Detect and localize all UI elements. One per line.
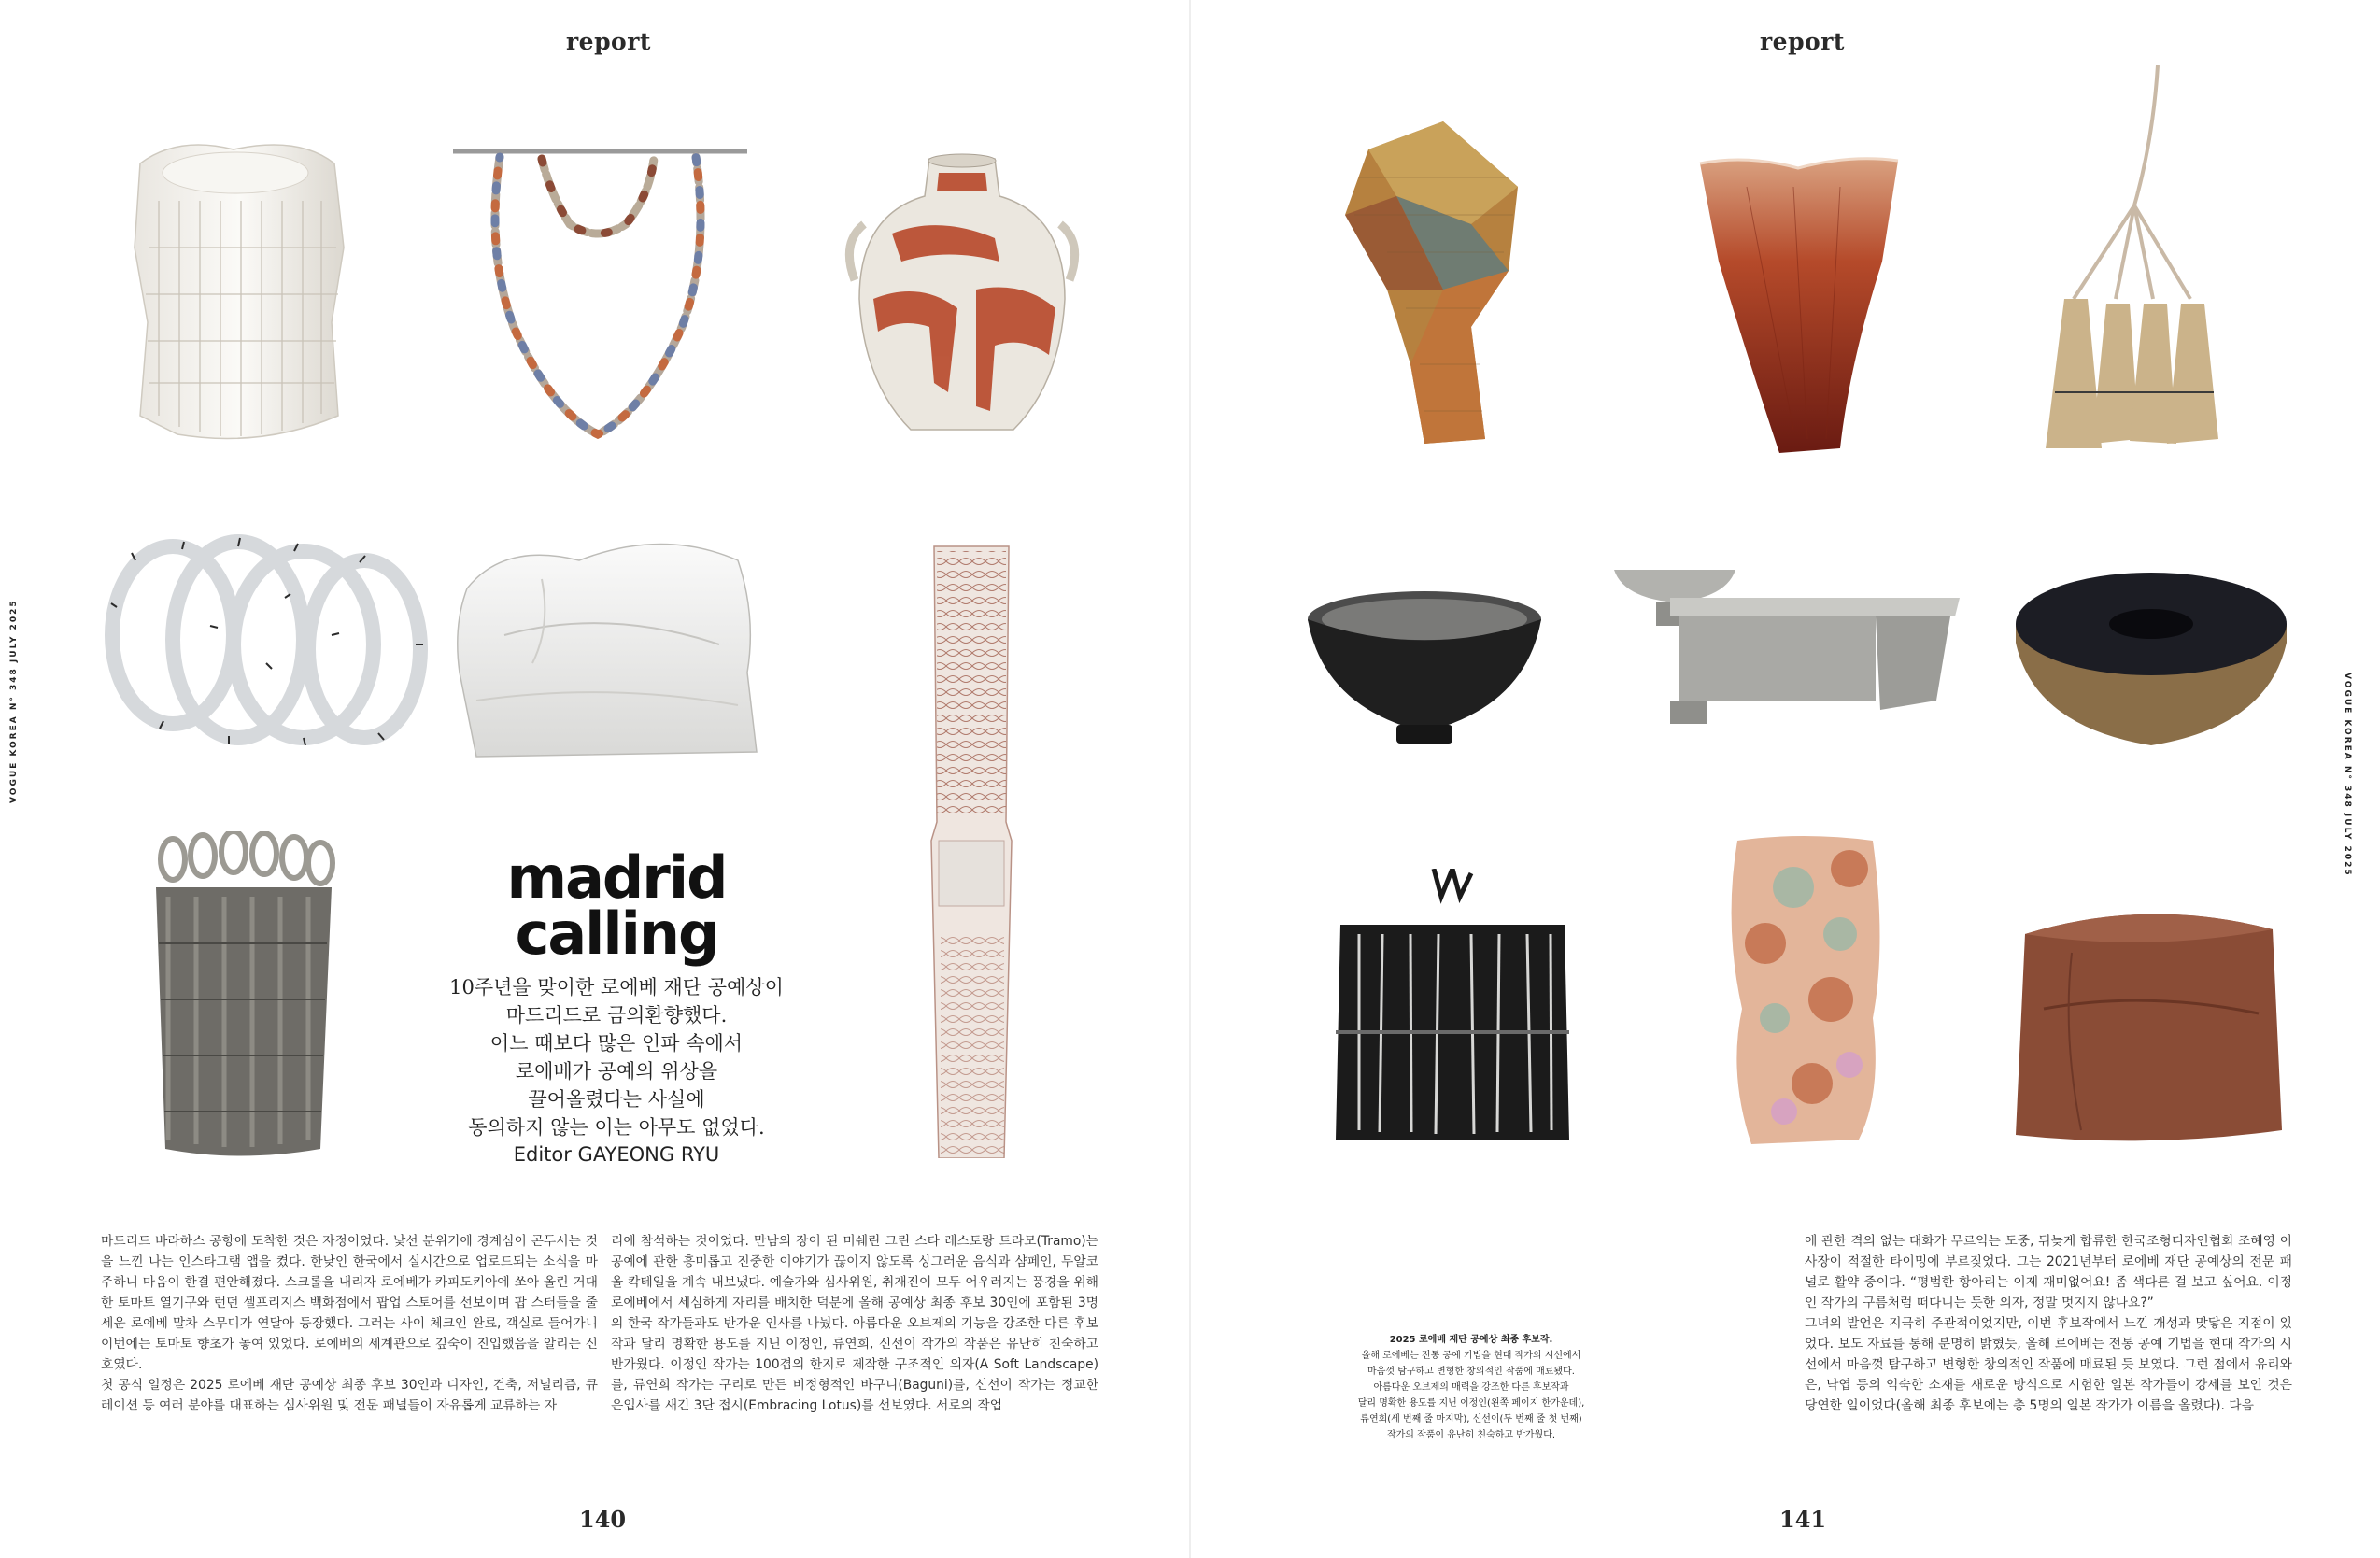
hanji-chair-image xyxy=(448,523,766,761)
white-paper-vessel-image xyxy=(121,135,350,448)
deck-line: 어느 때보다 많은 인파 속에서 xyxy=(489,1032,744,1055)
headline-deck xyxy=(411,973,822,1141)
editor-credit: Editor GAYEONG RYU xyxy=(513,1143,720,1166)
twig-broom-sculpture-image xyxy=(2036,65,2223,458)
caption-line: 아름다운 오브제의 매력을 강조한 다른 후보작과 xyxy=(1373,1382,1569,1393)
copper-basket-image xyxy=(2006,897,2287,1149)
metal-table-image xyxy=(1614,560,1964,733)
caption-line: 달리 명확한 용도를 지닌 이정인(왼쪽 페이지 한가운데), xyxy=(1357,1398,1585,1409)
caption-line: 마음껏 탐구하고 변형한 창의적인 작품에 매료됐다. xyxy=(1367,1367,1575,1377)
glass-ring-sculpture-image xyxy=(98,523,434,757)
red-glass-vase-image xyxy=(1691,149,1905,458)
spread-gutter xyxy=(1189,0,1191,1558)
red-glaze-jar-image xyxy=(836,149,1088,453)
caption-line: 올해 로에베는 전통 공예 기법을 현대 작가의 시선에서 xyxy=(1361,1351,1581,1361)
black-bowl-image xyxy=(1303,587,1546,750)
caption-line: 작가의 작품이 유난히 친숙하고 반가웠다. xyxy=(1386,1430,1556,1440)
headline-title-line1: madrid xyxy=(506,843,727,912)
spine-text-left: VOGUE KOREA N° 348 JULY 2025 xyxy=(9,599,19,803)
deck-line: 10주년을 맞이한 로에베 재단 공예상이 xyxy=(449,976,784,999)
section-header-left: report xyxy=(566,28,651,55)
page-number-left: 140 xyxy=(579,1506,627,1533)
body-column-3 xyxy=(1805,1231,2292,1416)
deck-line: 로에베가 공예의 위상을 xyxy=(515,1060,718,1083)
body-paragraph: 리에 참석하는 것이었다. 만남의 장이 된 미쉐린 그린 스타 레스토랑 트라모(Tramo)는 공예에 관한 흥미롭고 진중한 이야기가 끊이지 않도록 싱그러운 음식과 샴페인, 무알코올 칵테일을 계속 내보냈다. 예술가와 심사위원, 취재진이 모두 어우러지는 풍경을 위해 로에베에서 세심하게 자리를 배치한 덕분에 올해 공예상 최종 후보 30인에 포함된 3명의 한국 작가들과도 반가운 인사를 나눴다. 아름다운 오브제의 기능을 강조한 다른 후보작과 달리 명확한 용도를 지닌 이정인, 류연희, 신선이 작가의 작품은 유난히 친숙하고 반가웠다. 이정인 작가는 100겹의 한지로 제작한 구조적인 의자(A Soft Landscape)를, 류연희 작가는 구리로 만든 비정형적인 바구니(Baguni)를, 신선이 작가는 정교한 은입사를 새긴 3단 접시(Embracing Lotus)를 선보였다. 서로의 작업 xyxy=(611,1234,1098,1413)
ceramic-tower-image xyxy=(1719,831,1891,1149)
section-header-right: report xyxy=(1760,28,1845,55)
body-paragraph: 에 관한 격의 없는 대화가 무르익는 도중, 뒤늦게 합류한 한국조형디자인협회 조혜영 이사장이 적절한 타이밍에 부르짖었다. 그는 2021년부터 로에베 재단 공예상의 전문 패널로 활약 중이다. “평범한 항아리는 이제 재미없어요! 좀 색다른 걸 보고 싶어요. 이정인 작가의 구름처럼 떠다니는 듯한 의자, 정말 멋지지 않나요?” xyxy=(1805,1234,2292,1310)
body-paragraph: 첫 공식 일정은 2025 로에베 재단 공예상 최종 후보 30인과 디자인, 건축, 저널리즘, 큐레이션 등 여러 분야를 대표하는 심사위원 및 전문 패널들이 자유롭게 교류하는 자 xyxy=(101,1378,598,1413)
stone-donut-vessel-image xyxy=(2006,568,2296,755)
body-paragraph: 그녀의 발언은 지극히 주관적이었지만, 이번 후보작에서 느낀 개성과 맞닿은 지점이 있었다. 보도 자료를 통해 분명히 밝혔듯, 올해 로에베는 전통 공예 기법을 현대 작가의 시선에서 마음껏 탐구하고 변형한 창의적인 작품에 매료된 듯 보였다. 그런 점에서 유리와 은, 낙엽 등의 익숙한 소재를 새로운 방식으로 시험한 일본 작가들이 강세를 보인 것은 당연한 일이었다(올해 최종 후보에는 총 5명의 일본 작가가 이름을 올렸다). 다음 xyxy=(1805,1316,2292,1413)
body-paragraph: 마드리드 바라하스 공항에 도착한 것은 자정이었다. 낯선 분위기에 경계심이 곤두서는 것을 느낀 나는 인스타그램 앱을 켰다. 한낮인 한국에서 실시간으로 업로드되는 소식을 마주하니 마음이 한결 편안해졌다. 스크롤을 내리자 로에베가 카피도키아에 쏘아 올린 거대한 토마토 열기구와 런던 셀프리지스 백화점에서 팝업 스토어를 선보이며 팝 스터들을 줄 세운 로에베 말차 스무디가 연달아 등장했다. 그러는 사이 체크인 완료, 객실로 들어가니 이번에는 토마토 향초가 놓여 있었다. 로에베의 세계관으로 깊숙이 진입했음을 알리는 신호였다. xyxy=(101,1234,598,1372)
body-column-1 xyxy=(101,1231,598,1416)
caption-line: 류연희(세 번째 줄 마지막), 신선이(두 번째 줄 첫 번째) xyxy=(1360,1414,1582,1424)
deck-line: 끌어올렸다는 사실에 xyxy=(528,1088,705,1111)
beaded-necklace-image xyxy=(448,140,752,448)
black-box-sculpture-image xyxy=(1322,869,1583,1149)
folded-textile-form-image xyxy=(1331,121,1532,448)
headline-title xyxy=(411,843,822,968)
article-headline xyxy=(411,843,822,1166)
spine-text-right: VOGUE KOREA N° 348 JULY 2025 xyxy=(2343,673,2352,877)
photo-caption xyxy=(1350,1332,1593,1443)
deck-line: 동의하지 않는 이는 아무도 없었다. xyxy=(468,1116,765,1139)
tall-printed-column-image xyxy=(920,542,1023,1158)
caption-title: 2025 로에베 재단 공예상 최종 후보작. xyxy=(1389,1335,1553,1345)
page-number-right: 141 xyxy=(1779,1506,1827,1533)
chain-basket-image xyxy=(145,831,341,1163)
headline-title-line2: calling xyxy=(515,899,718,968)
deck-line: 마드리드로 금의환향했다. xyxy=(505,1004,728,1027)
body-column-2 xyxy=(611,1231,1098,1416)
